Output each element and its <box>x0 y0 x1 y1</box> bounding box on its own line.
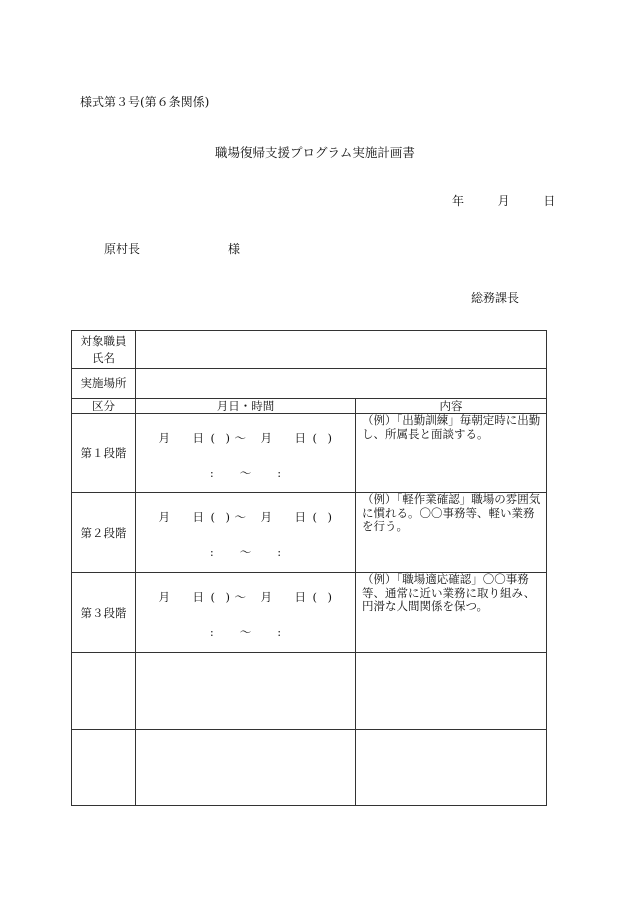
location-label: 実施場所 <box>72 369 136 399</box>
addressee-name: 原村長 <box>104 242 141 256</box>
stage-row <box>72 573 547 653</box>
header-division: 区分 <box>72 399 136 414</box>
blank-division-cell[interactable] <box>72 730 136 806</box>
stage-datetime[interactable] <box>136 493 356 573</box>
stage-datetime[interactable] <box>136 573 356 653</box>
blank-division-cell[interactable] <box>72 653 136 730</box>
header-row <box>72 399 547 414</box>
blank-row <box>72 653 547 730</box>
time-range: : ～ : <box>209 625 282 639</box>
date-day: 日 <box>543 194 556 208</box>
date-range: 月 日 ( ) ～ 月 日 ( ) <box>158 510 333 524</box>
employee-label-line2: 氏名 <box>92 350 115 365</box>
location-field[interactable] <box>136 369 547 399</box>
time-range: : ～ : <box>209 466 282 480</box>
time-range: : ～ : <box>209 545 282 559</box>
stage-row <box>72 414 547 493</box>
date-line <box>452 192 555 209</box>
document-title: 職場復帰支援プログラム実施計画書 <box>215 145 415 160</box>
stage-label: 第１段階 <box>72 414 136 493</box>
stage-datetime[interactable] <box>136 414 356 493</box>
stage-content: （例）「軽作業確認」職場の雰囲気に慣れる。〇〇事務等、軽い業務を行う。 <box>356 493 547 573</box>
employee-name-field[interactable] <box>136 331 547 369</box>
header-content: 内容 <box>356 399 547 414</box>
blank-datetime-cell[interactable] <box>136 730 356 806</box>
blank-content-cell[interactable] <box>356 653 547 730</box>
date-range: 月 日 ( ) ～ 月 日 ( ) <box>158 431 333 445</box>
stage-row <box>72 493 547 573</box>
location-row <box>72 369 547 399</box>
plan-table <box>71 330 547 806</box>
employee-label <box>72 331 136 369</box>
sender: 総務課長 <box>471 291 520 305</box>
header-datetime: 月日・時間 <box>136 399 356 414</box>
blank-content-cell[interactable] <box>356 730 547 806</box>
stage-label: 第３段階 <box>72 573 136 653</box>
employee-row <box>72 331 547 369</box>
stage-content: （例）「出勤訓練」毎朝定時に出勤し、所属長と面談する。 <box>356 414 547 493</box>
addressee <box>104 240 240 257</box>
stage-label: 第２段階 <box>72 493 136 573</box>
date-month: 月 <box>497 194 510 208</box>
stage-content: （例）「職場適応確認」〇〇事務等、通常に近い業務に取り組み、円滑な人間関係を保つ。 <box>356 573 547 653</box>
blank-row <box>72 730 547 806</box>
date-year: 年 <box>452 194 465 208</box>
addressee-honorific: 様 <box>228 242 241 256</box>
form-number: 様式第３号(第６条関係) <box>80 95 210 109</box>
employee-label-line1: 対象職員 <box>80 333 127 348</box>
date-range: 月 日 ( ) ～ 月 日 ( ) <box>158 590 333 604</box>
blank-datetime-cell[interactable] <box>136 653 356 730</box>
